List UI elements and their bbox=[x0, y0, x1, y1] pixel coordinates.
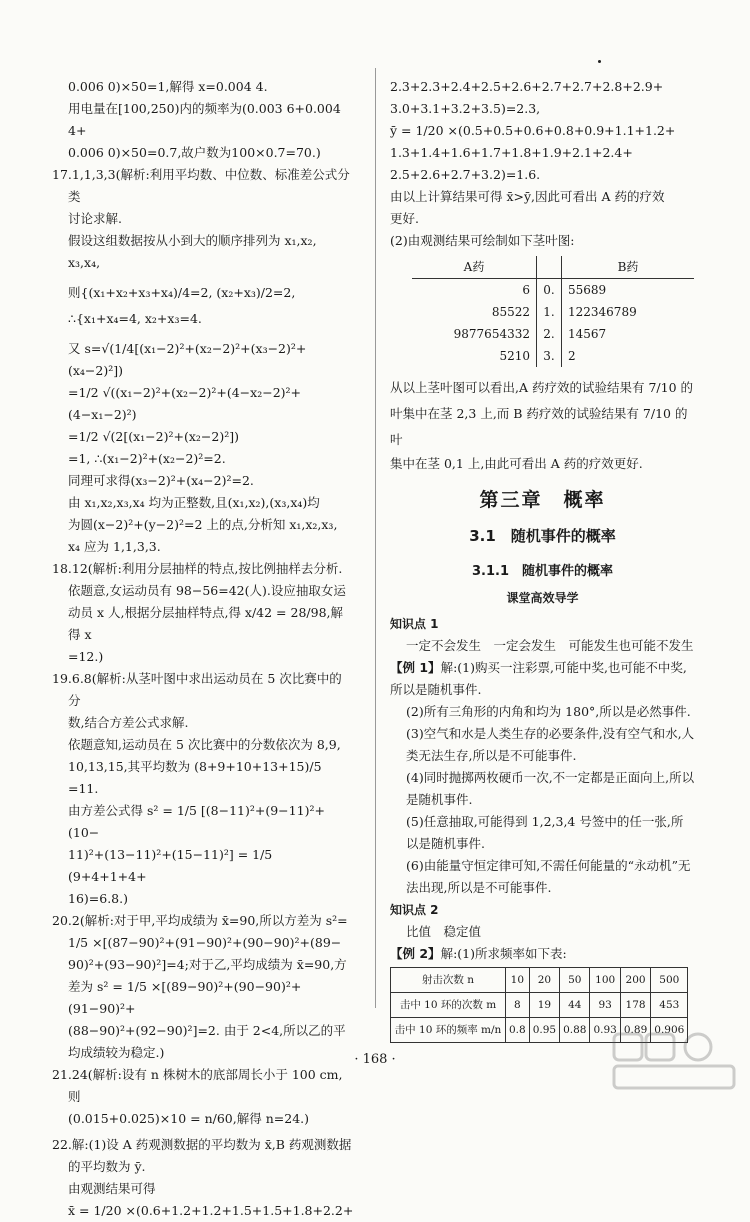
text-line: (5)任意抽取,可能得到 1,2,3,4 号签中的任一张,所以是随机事件. bbox=[406, 814, 684, 851]
text-line: x₃,x₄, bbox=[68, 255, 101, 270]
text-line: 均成绩较为稳定.) bbox=[68, 1045, 165, 1060]
subsub-title: 课堂高效导学 bbox=[506, 591, 579, 605]
watermark-logo-icon bbox=[610, 1030, 740, 1092]
example-1: 【例 1】解:(1)购买一注彩票,可能中奖,也可能不中奖,所以是随机事件. bbox=[390, 660, 687, 697]
text-line: 由以上计算结果可得 x̄>ȳ,因此可看出 A 药的疗效 bbox=[390, 189, 665, 204]
stem-leaf-row: 6 0. 55689 bbox=[412, 279, 694, 302]
equation: 又 s=√(1/4[(x₁−2)²+(x₂−2)²+(x₃−2)²+(x₄−2)²]) bbox=[68, 341, 307, 378]
text-line: ȳ = 1/20 ×(0.5+0.5+0.6+0.8+0.9+1.1+1.2+ bbox=[390, 123, 676, 138]
text-line: (4)同时抛掷两枚硬币一次,不一定都是正面向上,所以是随机事件. bbox=[406, 770, 695, 807]
scan-speck bbox=[598, 60, 601, 63]
text-line: 90)²+(93−90)²]=4;对于乙,平均成绩为 x̄=90,方 bbox=[68, 957, 347, 972]
text-line: 用电量在[100,250)内的频率为(0.003 6+0.004 4+ bbox=[68, 101, 341, 138]
page-number: · 168 · bbox=[354, 1052, 396, 1067]
text-line: 2.5+2.6+2.7+3.2)=1.6. bbox=[390, 167, 541, 182]
text-line: 11)²+(13−11)²+(15−11)²] = 1/5 (9+4+1+4+ bbox=[68, 847, 273, 884]
example-2-label: 【例 2】 bbox=[390, 946, 441, 961]
text-line: 1.3+1.4+1.6+1.7+1.8+1.9+2.1+2.4+ bbox=[390, 145, 633, 160]
text-line: 0.006 0)×50=0.7,故户数为100×0.7=70.) bbox=[68, 145, 321, 160]
problem-20-head: 20.2(解析:对于甲,平均成绩为 x̄=90,所以方差为 s²= bbox=[52, 913, 348, 928]
table-row: 射击次数 n 10 20 50 100 200 500 bbox=[391, 968, 688, 993]
example-2: 【例 2】解:(1)所求频率如下表: bbox=[390, 946, 567, 961]
text-line: 由方差公式得 s² = 1/5 [(8−11)²+(9−11)²+(10− bbox=[68, 803, 325, 840]
problem-18-head: 18.12(解析:利用分层抽样的特点,按比例抽样去分析. bbox=[52, 561, 343, 576]
right-column bbox=[390, 76, 695, 1043]
problem-19-head: 19.6.8(解析:从茎叶图中求出运动员在 5 次比赛中的分 bbox=[52, 671, 342, 708]
problem-21-head: 21.24(解析:设有 n 株树木的底部周长小于 100 cm,则 bbox=[52, 1067, 343, 1104]
text-line: (2)所有三角形的内角和均为 180°,所以是必然事件. bbox=[406, 704, 691, 719]
text-line: 2.3+2.3+2.4+2.5+2.6+2.7+2.7+2.8+2.9+ bbox=[390, 79, 664, 94]
chapter-title: 第三章 概率 bbox=[479, 489, 606, 511]
text-line: 更好. bbox=[390, 211, 419, 226]
text-line: 叶集中在茎 2,3 上,而 B 药疗效的试验结果有 7/10 的叶 bbox=[390, 406, 688, 447]
text-line: (3)空气和水是人类生存的必要条件,没有空气和水,人类无法生存,所以是不可能事件. bbox=[406, 726, 695, 763]
text-line: 动员 x 人,根据分层抽样特点,得 x/42 = 28/98,解得 x bbox=[68, 605, 344, 642]
text-line: 比值 稳定值 bbox=[406, 924, 482, 939]
text-line: 16)=6.8.) bbox=[68, 891, 128, 906]
stem-leaf-row: 85522 1. 122346789 bbox=[412, 301, 694, 323]
text-line: (88−90)²+(92−90)²]=2. 由于 2<4,所以乙的平 bbox=[68, 1023, 346, 1038]
stem-leaf-header-b: B药 bbox=[562, 256, 695, 279]
problem-17-head: 17.1,1,3,3(解析:利用平均数、中位数、标准差公式分类 bbox=[52, 167, 350, 204]
table-row: 击中 10 环的次数 m 8 19 44 93 178 453 bbox=[391, 993, 688, 1018]
subsection-title: 3.1.1 随机事件的概率 bbox=[471, 564, 613, 579]
text-line: 讨论求解. bbox=[68, 211, 122, 226]
text-line: =12.) bbox=[68, 649, 104, 664]
text-line: 10,13,15,其平均数为 (8+9+10+13+15)/5 =11. bbox=[68, 759, 322, 796]
text-line: 集中在茎 0,1 上,由此可看出 A 药的疗效更好. bbox=[390, 456, 643, 471]
text-line: 同理可求得(x₃−2)²+(x₄−2)²=2. bbox=[68, 473, 254, 488]
text-line: 差为 s² = 1/5 ×[(89−90)²+(90−90)²+(91−90)²+ bbox=[68, 979, 302, 1016]
equation: =1, ∴(x₁−2)²+(x₂−2)²=2. bbox=[68, 451, 226, 466]
text-line: (2)由观测结果可绘制如下茎叶图: bbox=[390, 233, 575, 248]
example-1-label: 【例 1】 bbox=[390, 660, 441, 675]
knowledge-point-2: 知识点 2 bbox=[390, 903, 439, 917]
text-line: 3.0+3.1+3.2+3.5)=2.3, bbox=[390, 101, 541, 116]
text-line: 依题意知,运动员在 5 次比赛中的分数依次为 8,9, bbox=[68, 737, 341, 752]
text-line: 数,结合方差公式求解. bbox=[68, 715, 189, 730]
stem-leaf-plot bbox=[412, 256, 694, 367]
knowledge-point-1: 知识点 1 bbox=[390, 617, 439, 631]
stem-leaf-row: 5210 3. 2 bbox=[412, 345, 694, 367]
text-line: 假设这组数据按从小到大的顺序排列为 x₁,x₂, bbox=[68, 233, 317, 248]
text-line: 依题意,女运动员有 98−56=42(人).设应抽取女运 bbox=[68, 583, 346, 598]
text-line: 的平均数为 ȳ. bbox=[68, 1159, 146, 1174]
column-divider bbox=[375, 68, 376, 1008]
stem-leaf-row: 9877654332 2. 14567 bbox=[412, 323, 694, 345]
equation: =1/2 √((x₁−2)²+(x₂−2)²+(4−x₂−2)²+(4−x₁−2)²) bbox=[68, 385, 302, 422]
text-line: 为圆(x−2)²+(y−2)²=2 上的点,分析知 x₁,x₂,x₃, bbox=[68, 517, 338, 532]
text-line: (0.015+0.025)×10 = n/60,解得 n=24.) bbox=[68, 1111, 309, 1126]
table-row: 击中 10 环的频率 m/n 0.8 0.95 0.88 0.93 0.89 0.906 bbox=[391, 1018, 688, 1043]
problem-22-head: 22.解:(1)设 A 药观测数据的平均数为 x̄,B 药观测数据 bbox=[52, 1137, 352, 1152]
text-line: 1/5 ×[(87−90)²+(91−90)²+(90−90)²+(89− bbox=[68, 935, 342, 950]
text-line: 由 x₁,x₂,x₃,x₄ 均为正整数,且(x₁,x₂),(x₃,x₄)均 bbox=[68, 495, 320, 510]
text-line: x̄ = 1/20 ×(0.6+1.2+1.2+1.5+1.5+1.8+2.2+ bbox=[68, 1203, 354, 1218]
section-title: 3.1 随机事件的概率 bbox=[469, 527, 616, 545]
equation-system: 则{(x₁+x₂+x₃+x₄)/4=2, (x₂+x₃)/2=2, ∴{x₁+x₄=4, x₂+x₃=4. bbox=[68, 285, 296, 326]
text-line: x₄ 应为 1,1,3,3. bbox=[68, 539, 161, 554]
stem-leaf-header-a: A药 bbox=[412, 256, 537, 279]
text-line: 0.006 0)×50=1,解得 x=0.004 4. bbox=[68, 79, 268, 94]
equation: =1/2 √(2[(x₁−2)²+(x₂−2)²]) bbox=[68, 429, 239, 444]
text-line: 由观测结果可得 bbox=[68, 1181, 156, 1196]
text-line: (6)由能量守恒定律可知,不需任何能量的“永动机”无法出现,所以是不可能事件. bbox=[406, 858, 691, 895]
text-line: 从以上茎叶图可以看出,A 药疗效的试验结果有 7/10 的 bbox=[390, 380, 693, 395]
text-line: 一定不会发生 一定会发生 可能发生也可能不发生 bbox=[406, 638, 694, 653]
